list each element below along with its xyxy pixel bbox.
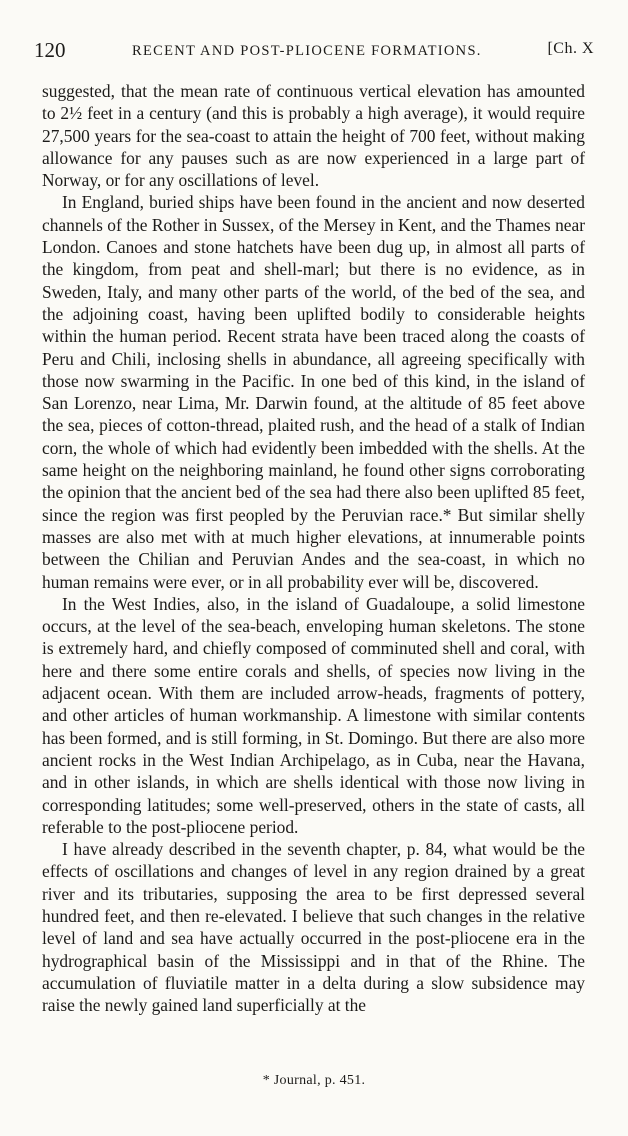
paragraph-oscillations: I have already described in the seventh chapter, p. 84, what would be the effects of oscillations and changes of level in any region drained by a great river and its tributaries, supposing the area to be first depressed several hundred feet, and then re-elevated. I believe that such changes in the relative level of land and sea have actually occurred in the post-pliocene era in the hydrographical basin of the Mississippi and in that of the Rhine. The accumulation of fluviatile matter in a delta during a slow subsidence may raise the newly gained land superficially at the — [42, 839, 585, 1016]
paragraph-west-indies: In the West Indies, also, in the island of Guadaloupe, a solid limestone occurs, at the level of the sea-beach, enveloping human skeletons. The stone is extremely hard, and chiefly composed of comminuted shell and coral, with here and there some entire corals and shells, of species now living in the adjacent ocean. With them are included arrow-heads, fragments of pottery, and other articles of human workmanship. A limestone with similar contents has been formed, and is still forming, in St. Domingo. But there are also more ancient rocks in the West Indian Archipelago, as in Cuba, near the Havana, and in other islands, in which are shells identical with those now living in corresponding latitudes; some well-preserved, others in the state of casts, all referable to the post-pliocene period. — [42, 593, 585, 837]
running-title: RECENT AND POST-PLIOCENE FORMATIONS. — [132, 43, 482, 59]
paragraph-continued: suggested, that the mean rate of continuous vertical elevation has amounted to 2½ feet in a century (and this is probably a high average), it would require 27,500 years for the sea-coast to attain the height of 700 feet, without making allowance for any pauses such as are now experienced in a large part of Norway, or for any oscillations of level. — [42, 81, 585, 191]
body-text — [42, 80, 585, 1016]
page-header — [34, 38, 594, 64]
chapter-marker: [Ch. X — [547, 40, 594, 57]
page-number: 120 — [34, 38, 66, 62]
paragraph-england: In England, buried ships have been found in the ancient and now deserted channels of the Rother in Sussex, of the Mersey in Kent, and the Thames near London. Canoes and stone hatchets have been dug up, in almost all parts of the kingdom, from peat and shell-marl; but there is no evidence, as in Sweden, Italy, and many other parts of the world, of the bed of the sea, and the adjoining coast, having been uplifted bodily to considerable heights within the human period. Recent strata have been traced along the coasts of Peru and Chili, inclosing shells in abundance, all agreeing specifically with those now swarming in the Pacific. In one bed of this kind, in the island of San Lorenzo, near Lima, Mr. Darwin found, at the altitude of 85 feet above the sea, pieces of cotton-thread, plaited rush, and the head of a stalk of Indian corn, the whole of which had evidently been imbedded with the shells. At the same height on the neighboring mainland, he found other signs corroborating the opinion that the ancient bed of the sea had there also been uplifted 85 feet, since the region was first peopled by the Peruvian race.* But similar shelly masses are also met with at much higher elevations, at innumerable points between the Chilian and Peruvian Andes and the sea-coast, in which no human remains were ever, or in all probability ever will be, discovered. — [42, 192, 585, 592]
footnote: * Journal, p. 451. — [262, 1073, 366, 1088]
